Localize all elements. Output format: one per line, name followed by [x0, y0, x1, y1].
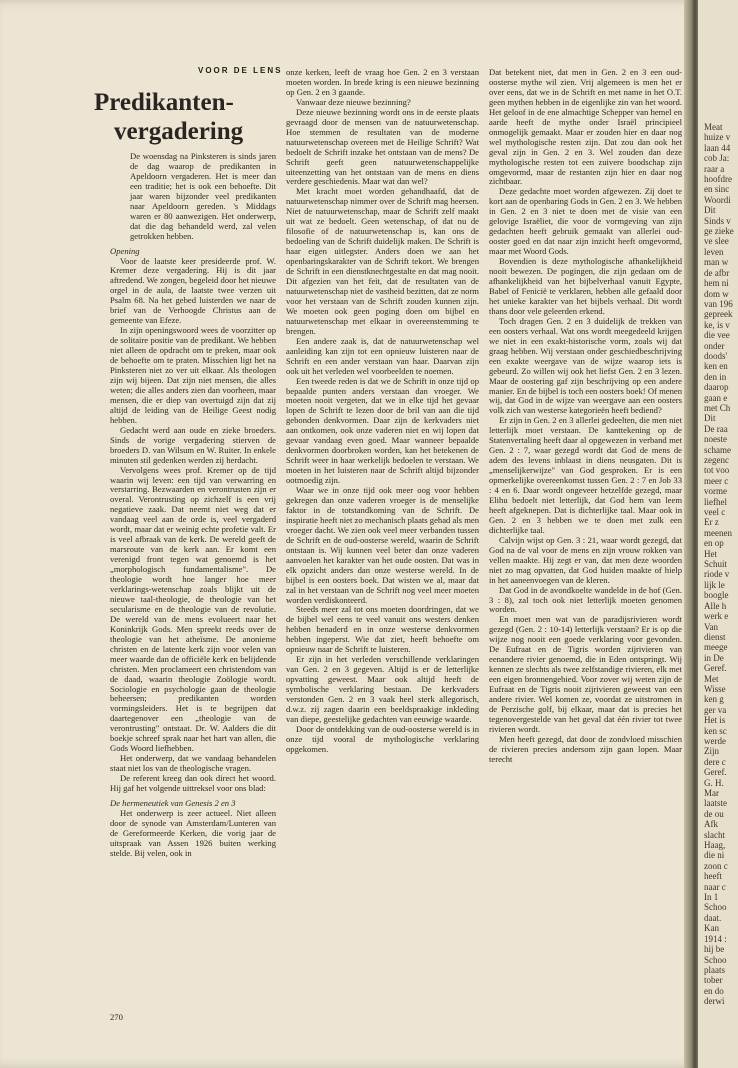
adjacent-page-line: den in — [704, 371, 727, 382]
adjacent-page-line: man w — [704, 257, 729, 268]
adjacent-page-line: gaan e — [704, 392, 728, 403]
adjacent-page-line: Schoo — [704, 902, 727, 913]
adjacent-page-line: daat. — [704, 912, 722, 923]
paragraph: Dat God in de avondkoelte wandelde in de hof (Gen. 3 : 8), zal toch ook niet letterlijk moeten genomen worden. — [489, 584, 682, 615]
adjacent-page-line: zoon c — [704, 860, 728, 871]
adjacent-page-line: Meat — [704, 122, 723, 132]
paragraph: Vanwaar deze nieuwe bezinning? — [296, 96, 411, 107]
adjacent-page-line: tober — [704, 975, 723, 986]
paragraph: Calvijn wijst op Gen. 3 : 21, waar wordt gezegd, dat God na de val voor de mens en zijn vrouw rokken van vellen maakte. Hij zegt er van, dat men deze woorden niet zo mag opvatten, dat God huiden maakte of hielp in het aaneenvoegen van de kleren. — [489, 534, 682, 585]
adjacent-page-line: meenen — [704, 527, 732, 538]
adjacent-page-line: hij be — [704, 944, 725, 955]
paragraph: Gedacht werd aan oude en zieke broeders. Sinds de vorige vergadering stierven de broeders D. van Wilsum en W. Ruiter. In enkele minuten stil gedenken werden zij herdacht. — [110, 424, 276, 465]
adjacent-page-line: naar c — [704, 881, 726, 892]
adjacent-page-line: cob Ja: — [704, 153, 730, 164]
adjacent-page-line: Afk — [704, 819, 718, 830]
adjacent-page-line: slacht — [704, 829, 725, 840]
adjacent-page-line: Wisse — [704, 683, 726, 694]
adjacent-page-line: Het — [704, 548, 717, 559]
paragraph: Voor de laatste keer presideerde prof. W. Kremer deze vergadering. Hij is dit jaar aftredend. We zongen, begeleid door het nieuwe orgel in de aula, de laatste twee verzen uit Psalm 68. Na het gebed luisterden we naar de brief van de Verhoogde Christus aan de gemeente van Efeze. — [110, 255, 276, 326]
adjacent-page-line: werde — [704, 735, 726, 746]
column-3 — [489, 68, 682, 765]
adjacent-page-line: derwi — [704, 996, 725, 1007]
adjacent-page-line: de ou — [704, 808, 724, 819]
column-2 — [286, 68, 479, 755]
adjacent-page-line: schame — [704, 444, 731, 455]
adjacent-page-line: hem ni — [704, 278, 729, 289]
adjacent-page-line: Sinds v — [704, 215, 731, 226]
adjacent-page-line: leven — [704, 246, 724, 257]
adjacent-page-line: Woordi — [704, 194, 731, 205]
paragraph: En moet men wat van de paradijsrivieren wordt gezegd (Gen. 2 : 10-14) letterlijk verstaan? Er is op die wijze nog nooit een goede verklaring voor gevonden. De Eufraat en de Tigris worden zijrivieren van eenandere rivier genoemd, die in Eden ontspringt. Wij kennen ze slechts als twee zelfstandige rivieren, elk met een eigen bronnengebied. Voor zover wij weten zijn de Eufraat en de Tigris nooit zijrivieren geweest van een andere rivier. Wel komen ze, voordat ze uitstromen in de Perzische golf, bij elkaar, maar dat is precies het tegenovergestelde van het geval dat één rivier tot twee rivieren wordt. — [489, 614, 682, 734]
adjacent-page-line: daarop — [704, 382, 729, 393]
paragraph: Vervolgens wees prof. Kremer op de tijd waarin wij leven: een tijd van verwarring en verstarring. Bezwaarden en verontrusten zijn er overal. Verontrusting op zichzelf is een vrij negatieve zaak. Dat neemt niet weg dat er vandaag veel aan de orde is, veel vergaderd wordt, maar dat er weinig echte profetie valt. Er is veel afbraak van de kerk. De wereld geeft de marsroute van de kerk aan. Er komt een verenigd front tegen wat genoemd is het „morphologisch fundamentalisme". De theologie wordt hoe langer hoe meer verklarings-wetenschap zoals blijkt uit de nieuwe taal-theologie, de theologie van het secularisme en de theologie van de revolutie. De wereld van de mens evolueert naar het Koninkrijk Gods. Men spreekt reeds over de theologie van het atheïsme. De anonieme christen en de latente kerk zijn voor velen van meer waarde dan de officiële kerk en belijdende christen. Men proclameert een christendom van de daad, waarin theologie Zoölogie wordt. Sociologie en psychologie gaan de theologie beheersen; predikanten worden vormingsleiders. Het is te begrijpen dat daartegenover een „theologie van de verontrusting" ontstaat. Dr. W. Aalders die dit boekje schreef sprak naar het hart van allen, die Gods Woord liefhebben. — [110, 464, 276, 754]
adjacent-page-line: ken en — [704, 361, 728, 372]
article-title — [94, 88, 274, 146]
adjacent-page-line: Schuit — [704, 559, 728, 570]
adjacent-page-line: veel c — [704, 507, 726, 518]
adjacent-page-text — [698, 122, 738, 1007]
paragraph: Dat betekent niet, dat men in Gen. 2 en 3 een oud-oosterse mythe wil zien. Vrij algemeen is men het er over eens, dat we in de Schrift en met name in het O.T. geen mythen hebben in de eigenlijke zin van het woord. Het geloof in de ene almachtige Schepper van hemel en aarde heeft de mythe onder Israël principieel onmogelijk gemaakt. Maar er zouden hier en daar nog wel mythologische resten zijn. Dat zou dan ook het geval zijn in Gen. 2 en 3. Wel zouden dan deze mythologische resten tot een zuivere boodschap zijn omgevormd, maar de restanten zijn hier en daar nog zichtbaar. — [489, 67, 682, 187]
adjacent-page-line: hoofdre — [704, 174, 732, 185]
paragraph: Door de ontdekking van de oud-oosterse wereld is in onze tijd vooral de mythologische verklaring opgekomen. — [286, 723, 479, 754]
adjacent-page-line: ke, is v — [704, 319, 730, 330]
column-1 — [110, 152, 276, 859]
paragraph: Er zijn in het verleden verschillende verklaringen van Gen. 2 en 3 gegeven. Altijd is er de letterlijke opvatting geweest. Maar ook altijd heeft de symbolische verklaring bestaan. De kerkvaders verstonden Gen. 2 en 3 vaak heel sterk allegorisch, d.w.z. zij zagen daarin een beeldspraakige inkleding van diepe, geestelijke gedachten van eeuwige waarde. — [286, 654, 479, 724]
paragraph: Toch dragen Gen. 2 en 3 duidelijk de trekken van een oosters verhaal. Wat ons wordt meegedeeld krijgen we niet in een exakt-historische vorm, zoals wij dat graag hebben. Wij verstaan onder geschiedbeschrijving een exakte weergave van de wijze waarop iets is gebeurd. Zo willen wij ook het liefst Gen. 2 en 3 lezen. Maar de oostering gaf zijn beschrijving op een andere manier. En de bijbel is toch een oosters boek! Of menen wij, dat God in de wijze van weergave aan een oosters volk zich van westerse kategorieën heeft bediend? — [489, 315, 682, 416]
paragraph: Waar we in onze tijd ook meer oog voor hebben gekregen dan onze vaderen vroeger is de menselijke faktor in de totstandkoming van de Schrift. De inspiratie heeft niet zo mechanisch plaats gehad als men vroeger dacht. We zien ook veel meer verbanden tussen de Schrift en de oud-oosterse wereld, waarin de Schrift ontstaan is. Wij kunnen veel beter dan onze vaderen aanvoelen het karakter van het oude oosten. Dat was in elk opzicht anders dan onze westerse wereld. In de bijbel is een oosters boek. Dat wisten we al, maar dat zal in het verstaan van de Schrift nog veel meer moeten worden verdiskonteerd. — [286, 485, 479, 605]
adjacent-page-line: huize v — [704, 132, 731, 143]
adjacent-page-line: boogle — [704, 590, 729, 601]
adjacent-page-line: Van — [704, 621, 718, 632]
section-label: VOOR DE LENS — [198, 66, 283, 75]
adjacent-page-line: noeste — [704, 434, 727, 445]
adjacent-page-line: ken sc — [704, 725, 727, 736]
adjacent-page-line: Mar — [704, 788, 719, 798]
paragraph: onze kerken, leeft de vraag hoe Gen. 2 en 3 verstaan moeten worden. In brede kring is een nieuwe bezinning op Gen. 2 en 3 gaande. — [286, 67, 479, 97]
paragraph: In zijn openingswoord wees de voorzitter op de solitaire positie van de predikant. We hebben niet alleen de opdracht om te preken, maar ook de behoefte om te praten. Misschien ligt het na Pinksteren niet zo ver uit elkaar. Als theologen zijn wij bijeen. Dat zijn niet mensen, die alles weten; die alles anders zien dan voorheen, maar mensen, die er diep van overtuigd zijn dat zij altijd de leiding van de Heilige Geest nodig hebben. — [110, 325, 276, 425]
lead-paragraph: De woensdag na Pinksteren is sinds jaren de dag waarop de predikanten in Apeldoorn vergaderen. Het is meer dan een traditie; het is ook een behoefte. Dit jaar waren bijzonder veel predikanten naar Apeldoorn gereden. 's Middags waren er 80 aanwezigen. Het onderwerp, dat die dag behandeld werd, zal velen getrokken hebben. — [130, 151, 276, 241]
adjacent-page-line: dienst — [704, 631, 726, 642]
adjacent-page-line: gepreek — [704, 309, 733, 320]
adjacent-page-line: Dit — [704, 413, 716, 424]
adjacent-page-line: Alle h — [704, 600, 727, 611]
adjacent-page-line: en sinc — [704, 184, 730, 195]
adjacent-page-line: meege — [704, 642, 728, 653]
paragraph: Een tweede reden is dat we de Schrift in onze tijd op bepaalde punten anders verstaan dan vroeger. We moeten nooit vergeten, dat we in elke tijd het gevaar lopen de Schrift te lezen door de bril van aan die tijd gebonden denkvormen. Daar zijn de kerkvaders niet aan ontkomen, ook onze vaderen niet en wij lopen dat gevaar vandaag even goed. Maar wanneer bepaalde denkvormen doorbroken worden, kan het betekenen de Schrift weer in haar werkelijk bedoelen te verstaan. We moeten in het luisteren naar de Schrift altijd bijzonder ootmoedig zijn. — [286, 375, 479, 486]
adjacent-page-line: laatste — [704, 798, 727, 809]
title-line-2: vergadering — [114, 118, 244, 145]
adjacent-page-line: liefhel — [704, 496, 727, 507]
adjacent-page-line: Haag, — [704, 840, 726, 851]
adjacent-page-line: vorme — [704, 486, 727, 497]
paragraph: Bovendien is deze mythologische afhankelijkheid nooit bewezen. De pogingen, die zijn gedaan om de afhankelijkheid van het bijbelverhaal vanuit Egypte, Babel of Fenicië te verklaren, hebben alle gefaald door het unieke karakter van het bijbels verhaal. Dit wordt thans door vele geleerden erkend. — [489, 256, 682, 316]
adjacent-page-line: Zijn — [704, 746, 719, 757]
adjacent-page-line: de afbr — [704, 267, 730, 278]
adjacent-page-line: ken g — [704, 694, 724, 705]
adjacent-page-line: dom w — [704, 288, 729, 299]
page-number: 270 — [110, 1012, 123, 1022]
adjacent-page-line: ger va — [704, 704, 727, 715]
adjacent-page-line: 1914 : — [704, 933, 727, 944]
paragraph: Deze nieuwe bezinning wordt ons in de eerste plaats gevraagd door de mensen van de natuurwetenschap. Hoe stemmen de resultaten van de moderne natuurwetenschap overeen met de Heilige Schrift? Wat bedoelt de Schrift inzake het ontstaan van de mens? De Schrift geeft geen natuurwetenschappelijke uiteenzetting van het ontstaan van de mens en diens verdere geschiedenis. Maar wat dan wel? — [286, 106, 479, 187]
adjacent-page-line: met Ch — [704, 402, 731, 413]
adjacent-page-top-margin — [698, 0, 738, 122]
adjacent-page-line: en do — [704, 985, 724, 996]
adjacent-page-line: in De — [704, 652, 724, 663]
adjacent-page-line: plaats — [704, 964, 725, 975]
adjacent-page-line: Geref. — [704, 663, 727, 674]
adjacent-page-line: In 1 — [704, 892, 719, 903]
adjacent-page-line: tot voo — [704, 465, 730, 476]
adjacent-page-line: riode v — [704, 569, 730, 580]
adjacent-page-line: doods' — [704, 350, 728, 361]
paragraph: Met kracht moet worden gehandhaafd, dat de natuurwetenschap nimmer over de Schrift mag heersen. Niet de natuurwetenschap, maar de Schrift zelf maakt uit wat ze bedoelt. Geen wetenschap, of dat nu de filosofie of de natuurwetenschap is, kan ons de bedoeling van de Schrift duidelijk maken. De Schrift is haar eigen uitlegster. Anders doen we aan het openbaringskarakter van de Schrift tekort. We brengen de Schrift in een dienstknechtgestalte en dat mag nooit. Dit afgezien van het feit, dat de resultaten van de natuurwetenschap niet de vastheid bezitten, dat ze norm voor het verstaan van de Schrift zouden kunnen zijn. We moeten ook geen poging doen om bijbel en natuurwetenschap met elkaar in overeenstemming te brengen. — [286, 186, 479, 336]
paragraph: Een andere zaak is, dat de natuurwetenschap wel aanleiding kan zijn tot een opnieuw luisteren naar de Schrift en een ander verstaan van haar. Daarvan zijn ook uit het verleden wel voorbeelden te noemen. — [286, 335, 479, 376]
adjacent-page-line: zegenc — [704, 455, 729, 465]
paragraph: Men heeft gezegd, dat door de zondvloed misschien de rivieren precies andersom zijn gaan lopen. Maar terecht — [489, 733, 682, 764]
paragraph: Het onderwerp, dat we vandaag behandelen staat niet los van de theologische vragen. — [110, 753, 276, 774]
adjacent-page-line: lijk le — [704, 579, 725, 590]
paragraph: Er zijn in Gen. 2 en 3 allerlei gedeelten, die men niet letterlijk moet verstaan. De kanttekening op de Statenvertaling heeft daar al opgewezen in verband met Gen. 2 : 7, waar gezegd wordt dat God de mens de adem des levens inblaast in diens neusgaten. Dit is „menselijkerwijze" van God gesproken. Er is een opmerkelijke overeenkomst tussen Gen. 2 : 7 en Job 33 : 4 en 6. Daar wordt ongeveer hetzelfde gezegd, maar Elihu bedoelt niet letterlijk, dat God hem van leem heeft afgeknepen. Dat is dichterlijke taal. Maar ook in Gen. 2 en 3 hebben we te doen met zulk een dichterlijke taal. — [489, 415, 682, 535]
adjacent-page-line: Dit — [704, 205, 716, 216]
adjacent-page-line: heeft — [704, 871, 722, 882]
title-line-1: Predikanten- — [94, 89, 234, 116]
subheading-opening: Opening — [110, 245, 140, 256]
adjacent-page-line: Geref. — [704, 767, 727, 778]
adjacent-page-line: dere c — [704, 756, 726, 767]
adjacent-page-line: meer c — [704, 475, 729, 486]
paragraph: De referent kreeg dan ook direct het woord. Hij gaf het volgende uittreksel voor ons blad: — [110, 773, 276, 794]
adjacent-page-line: raar a — [704, 163, 725, 174]
paragraph: Deze gedachte moet worden afgewezen. Zij doet te kort aan de openbaring Gods in Gen. 2 en 3. We hebben in Gen. 2 en 3 niet te doen met de visie van een gelovige Israëliet, die voor de vormgeving van zijn gedachten heeft gebruik gemaakt van allerlei oud-ooster goed en dat naar zijn inzicht heeft omgevormd, maar met Woord Gods. — [489, 186, 682, 257]
adjacent-page-line: die ni — [704, 850, 725, 861]
adjacent-page-line: De raa — [704, 423, 728, 434]
paragraph: Het onderwerp is zeer actueel. Niet alleen door de synode van Amsterdam/Lunteren van de Gereformeerde Kerken, die vorig jaar de uitspraak van Assen 1926 buiten werking stelde. Bij velen, ook in — [110, 807, 276, 858]
adjacent-page-line: en op — [704, 538, 724, 549]
adjacent-page-line: die vee — [704, 330, 730, 341]
adjacent-page-line: van 196 — [704, 298, 733, 309]
adjacent-page-line: G. H. — [704, 777, 724, 788]
adjacent-page-line: werk e — [704, 611, 729, 622]
adjacent-page-line: Kan — [704, 923, 719, 934]
adjacent-page-edge — [698, 0, 738, 1068]
adjacent-page-line: laan 44 — [704, 142, 731, 153]
adjacent-page-line: ge zieke — [704, 226, 734, 237]
adjacent-page-line: Het is — [704, 715, 726, 726]
adjacent-page-line: Schoo — [704, 954, 727, 965]
adjacent-page-line: onder — [704, 340, 725, 351]
subheading-hermeneutiek: De hermeneutiek van Genesis 2 en 3 — [110, 798, 236, 808]
adjacent-page-line: Er z — [704, 517, 719, 528]
adjacent-page-line: Met — [704, 673, 719, 684]
paragraph: Steeds meer zal tot ons moeten doordringen, dat we de bijbel wel eens te veel vanuit ons westers denken hebben benaderd en in onze westerse denkvormen hebben ingeperst. Wie dat ziet, heeft behoefte om opnieuw naar de Schrift te luisteren. — [286, 604, 479, 655]
adjacent-page-line: ve slee — [704, 236, 729, 247]
